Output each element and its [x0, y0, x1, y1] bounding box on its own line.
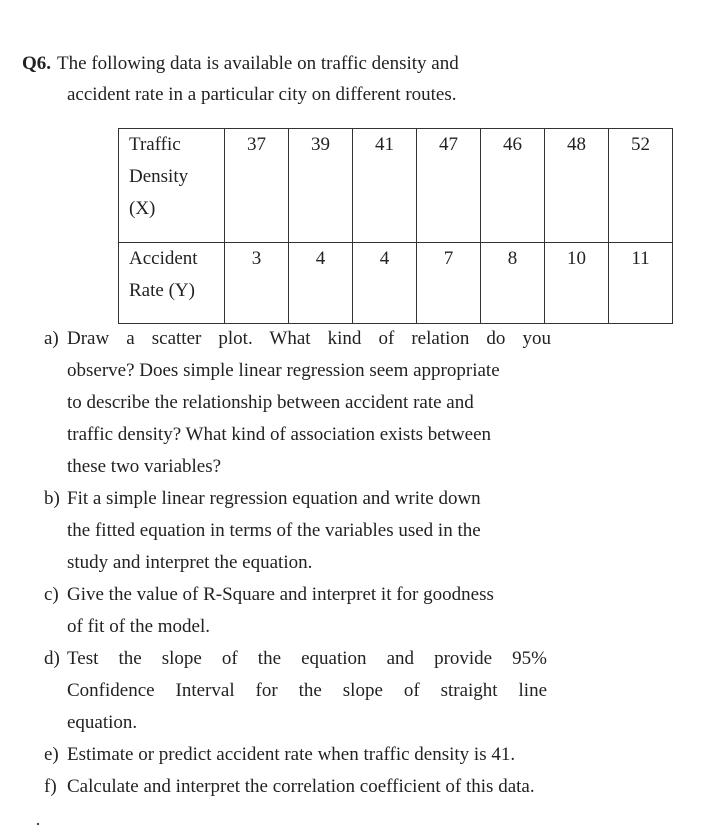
part-line: of fit of the model.: [67, 616, 210, 637]
row-label-line: Traffic: [129, 134, 181, 155]
table-cell: 8: [481, 243, 545, 324]
table-cell: 52: [609, 129, 673, 243]
table-cell: 39: [289, 129, 353, 243]
part-line: the fitted equation in terms of the variables used in the: [67, 520, 481, 541]
part-label: b): [44, 488, 60, 509]
table-cell: 4: [353, 243, 417, 324]
question-heading: [22, 48, 567, 80]
part-label: c): [44, 584, 59, 605]
part-line: Draw a scatter plot. What kind of relation do you: [67, 328, 551, 349]
part-line: to describe the relationship between accident rate and: [67, 392, 474, 413]
table-cell: 48: [545, 129, 609, 243]
part-line: equation.: [67, 712, 138, 733]
question-line-1: The following data is available on traffic density and: [57, 53, 459, 74]
row-label-accident-rate: [119, 243, 225, 324]
part-e: [44, 739, 604, 771]
table-cell: 3: [225, 243, 289, 324]
table-row-accident-rate: [119, 243, 673, 324]
row-label-line: Rate (Y): [129, 280, 195, 301]
stray-dot: [37, 823, 39, 825]
table-cell: 7: [417, 243, 481, 324]
part-line: Confidence Interval for the slope of straight line: [67, 680, 547, 701]
part-label: f): [44, 776, 57, 797]
part-label: e): [44, 744, 59, 765]
row-label-line: (X): [129, 198, 156, 219]
part-a: [44, 323, 604, 483]
part-line: Test the slope of the equation and provide 95%: [67, 648, 547, 669]
part-line: traffic density? What kind of association exists between: [67, 424, 492, 445]
part-line: Calculate and interpret the correlation coefficient of this data.: [67, 776, 535, 797]
table-cell: 11: [609, 243, 673, 324]
table-cell: 37: [225, 129, 289, 243]
part-line: study and interpret the equation.: [67, 552, 313, 573]
part-b: [44, 483, 604, 579]
part-line: observe? Does simple linear regression seem appropriate: [67, 360, 500, 381]
question-number: Q6.: [22, 53, 52, 74]
part-line: Estimate or predict accident rate when traffic density is 41.: [67, 744, 516, 765]
row-label-line: Accident: [129, 248, 198, 269]
part-f: [44, 771, 604, 803]
part-c: [44, 579, 604, 643]
table-row-traffic-density: [119, 129, 673, 243]
table-cell: 41: [353, 129, 417, 243]
data-table: [118, 128, 673, 324]
row-label-traffic-density: [119, 129, 225, 243]
part-line: these two variables?: [67, 456, 222, 477]
part-line: Give the value of R-Square and interpret it for goodness: [67, 584, 494, 605]
part-d: [44, 643, 604, 739]
question-parts: [44, 323, 604, 803]
row-label-line: Density: [129, 166, 189, 187]
table-cell: 47: [417, 129, 481, 243]
table-cell: 4: [289, 243, 353, 324]
table-cell: 46: [481, 129, 545, 243]
question-line-2: accident rate in a particular city on different routes.: [67, 84, 457, 105]
part-label: a): [44, 328, 59, 349]
part-label: d): [44, 648, 60, 669]
part-line: Fit a simple linear regression equation and write down: [67, 488, 481, 509]
table-cell: 10: [545, 243, 609, 324]
